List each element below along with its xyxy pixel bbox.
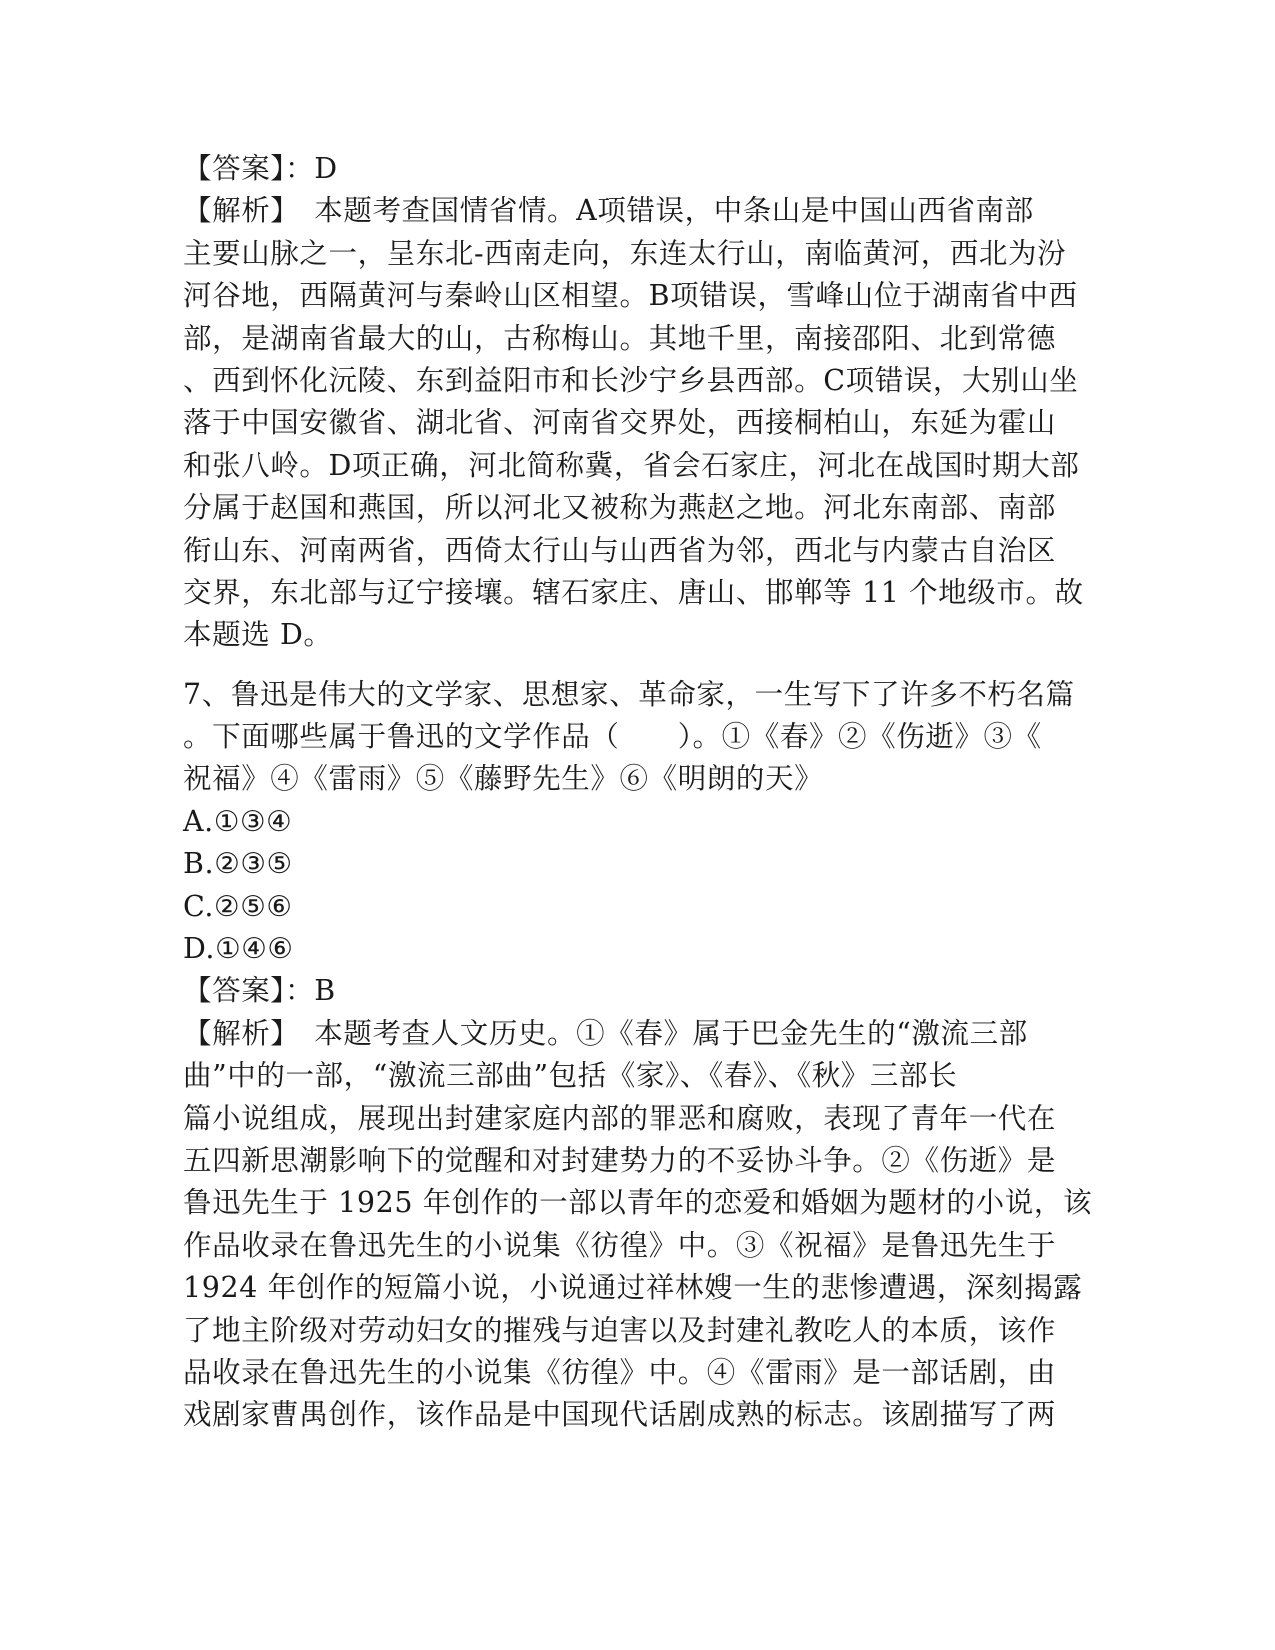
analysis-line: 了地主阶级对劳动妇女的摧残与迫害以及封建礼教吃人的本质，该作 [183, 1313, 1057, 1347]
question-stem-line: 7、鲁迅是伟大的文学家、思想家、革命家，一生写下了许多不朽名篇 [183, 677, 1075, 711]
analysis-line: 交界，东北部与辽宁接壤。辖石家庄、唐山、邯郸等 11 个地级市。故 [183, 575, 1084, 609]
document-page [183, 148, 1093, 1437]
option-d: D.①④⑥ [183, 932, 294, 966]
analysis-line: 曲”中的一部，“激流三部曲”包括《家》、《春》、《秋》三部长 [183, 1059, 958, 1093]
analysis-line: 作品收录在鲁迅先生的小说集《彷徨》中。③《祝福》是鲁迅先生于 [183, 1228, 1057, 1262]
question-stem-line: 。下面哪些属于鲁迅的文学作品（ ）。①《春》②《伤逝》③《 [183, 720, 1042, 754]
answer-label: 【答案】：B [183, 974, 336, 1008]
option-b: B.②③⑤ [183, 847, 293, 881]
analysis-line: 部，是湖南省最大的山，古称梅山。其地千里，南接邵阳、北到常德 [183, 321, 1057, 355]
answer-label: 【答案】：D [183, 152, 338, 185]
analysis-line: 、西到怀化沅陵、东到益阳市和长沙宁乡县西部。C项错误，大别山坐 [183, 363, 1079, 397]
analysis-line: 戏剧家曹禺创作，该作品是中国现代话剧成熟的标志。该剧描写了两 [183, 1398, 1057, 1432]
option-c: C.②⑤⑥ [183, 889, 293, 923]
option-a: A.①③④ [183, 804, 293, 838]
analysis-line: 篇小说组成，展现出封建家庭内部的罪恶和腐败，表现了青年一代在 [183, 1101, 1057, 1135]
analysis-line: 【解析】 本题考查人文历史。①《春》属于巴金先生的“激流三部 [183, 1016, 1028, 1050]
section-gap [183, 657, 1083, 674]
question-stem-line: 祝福》④《雷雨》⑤《藤野先生》⑥《明朗的天》 [183, 762, 824, 796]
analysis-line: 本题选 D。 [183, 618, 333, 652]
analysis-line: 品收录在鲁迅先生的小说集《彷徨》中。④《雷雨》是一部话剧，由 [183, 1355, 1057, 1389]
analysis-line: 五四新思潮影响下的觉醒和对封建势力的不妥协斗争。②《伤逝》是 [183, 1143, 1057, 1177]
analysis-line: 主要山脉之一，呈东北-西南走向，东连太行山，南临黄河，西北为汾 [183, 236, 1067, 270]
analysis-line: 河谷地，西隔黄河与秦岭山区相望。B项错误，雪峰山位于湖南省中西 [183, 279, 1078, 313]
analysis-line: 落于中国安徽省、湖北省、河南省交界处，西接桐柏山，东延为霍山 [183, 406, 1057, 440]
analysis-line: 衔山东、河南两省，西倚太行山与山西省为邻，西北与内蒙古自治区 [183, 533, 1057, 567]
analysis-line: 和张八岭。D项正确，河北简称冀，省会石家庄，河北在战国时期大部 [183, 448, 1080, 482]
analysis-line: 1924 年创作的短篇小说，小说通过祥林嫂一生的悲惨遭遇，深刻揭露 [183, 1271, 1083, 1305]
analysis-line: 【解析】 本题考查国情省情。A项错误，中条山是中国山西省南部 [183, 194, 1034, 228]
analysis-line: 鲁迅先生于 1925 年创作的一部以青年的恋爱和婚姻为题材的小说，该 [183, 1186, 1093, 1220]
analysis-line: 分属于赵国和燕国，所以河北又被称为燕赵之地。河北东南部、南部 [183, 491, 1057, 525]
